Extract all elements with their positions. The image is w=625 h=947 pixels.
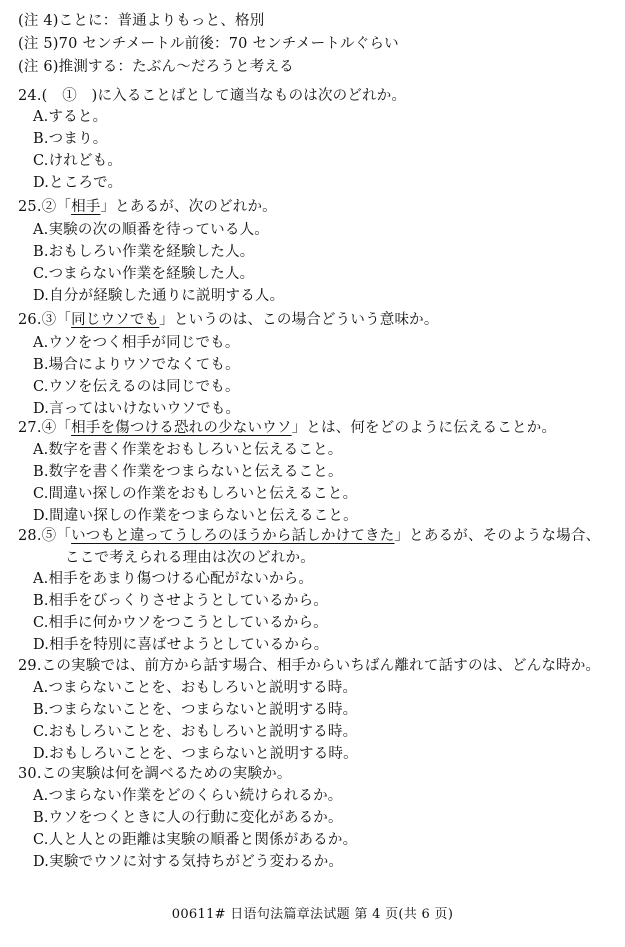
q27-option-a: A.数字を書く作業をおもしろいと伝えること。 (33, 442, 343, 458)
q25-underlined-quote: 相手 (71, 199, 101, 215)
note-4: (注 4)ことに：普通よりもっと、格別 (18, 13, 265, 29)
q30-option-a: A.つまらない作業をどのくらい続けられるか。 (33, 788, 343, 804)
q28-option-c: C.相手に何かウソをつこうとしているから。 (33, 615, 328, 631)
q29-option-b: B.つまらないことを、つまらないと説明する時。 (33, 702, 358, 718)
q29-option-a: A.つまらないことを、おもしろいと説明する時。 (33, 680, 358, 696)
q25-option-a: A.実験の次の順番を待っている人。 (33, 222, 269, 238)
q26-option-b: B.場合によりウソでなくても。 (33, 357, 240, 373)
q28-option-d: D.相手を特別に喜ばせようとしているから。 (33, 637, 329, 653)
question-28-stem (18, 526, 600, 546)
note-6: (注 6)推測する：たぶん～だろうと考える (18, 59, 294, 75)
q25-option-d: D.自分が経験した通りに説明する人。 (33, 288, 285, 304)
q26-stem-prefix: 26.③「 (18, 312, 72, 328)
q24-option-d: D.ところで。 (33, 175, 123, 191)
q24-option-a: A.すると。 (33, 109, 108, 125)
q24-option-b: B.つまり。 (33, 131, 108, 147)
q25-stem-prefix: 25.②「 (18, 199, 72, 215)
q27-option-b: B.数字を書く作業をつまらないと伝えること。 (33, 464, 343, 480)
q28-stem-prefix: 28.⑤「 (18, 528, 72, 544)
q28-underlined-quote: いつもと違ってうしろのほうから話しかけてきた (71, 528, 395, 544)
q27-stem-prefix: 27.④「 (18, 420, 72, 436)
q29-option-c: C.おもしろいことを、おもしろいと説明する時。 (33, 724, 358, 740)
q28-option-b: B.相手をびっくりさせようとしているから。 (33, 593, 328, 609)
q30-option-b: B.ウソをつくときに人の行動に変化があるか。 (33, 810, 343, 826)
question-24-stem: 24.( ① )に入ることばとして適当なものは次のどれか。 (18, 88, 407, 104)
q24-option-c: C.けれども。 (33, 153, 123, 169)
question-26-stem (18, 310, 439, 330)
q27-stem-suffix: 」とは、何をどのように伝えることか。 (291, 420, 557, 436)
question-29-stem: 29.この実験では、前方から話す場合、相手からいちばん離れて話すのは、どんな時か。 (18, 658, 601, 674)
q28-stem-continuation: ここで考えられる理由は次のどれか。 (65, 550, 315, 566)
q30-option-d: D.実験でウソに対する気持ちがどう変わるか。 (33, 854, 344, 870)
q25-option-b: B.おもしろい作業を経験した人。 (33, 244, 255, 260)
q25-stem-suffix: 」とあるが、次のどれか。 (100, 199, 277, 215)
q27-underlined-quote: 相手を傷つける恐れの少ないウソ (71, 420, 292, 436)
question-25-stem (18, 197, 277, 217)
q25-option-c: C.つまらない作業を経験した人。 (33, 266, 255, 282)
q30-option-c: C.人と人との距離は実験の順番と関係があるか。 (33, 832, 358, 848)
q26-option-c: C.ウソを伝えるのは同じでも。 (33, 379, 240, 395)
question-27-stem (18, 418, 556, 438)
page-footer: 00611# 日语句法篇章法试题 第 4 页(共 6 页) (171, 907, 454, 922)
note-5: (注 5)70 センチメートル前後：70 センチメートルぐらい (18, 36, 399, 52)
q26-option-d: D.言ってはいけないウソでも。 (33, 401, 241, 417)
q29-option-d: D.おもしろいことを、つまらないと説明する時。 (33, 746, 358, 762)
q28-option-a: A.相手をあまり傷つける心配がないから。 (33, 571, 314, 587)
q26-stem-suffix: 」というのは、この場合どういう意味か。 (159, 312, 439, 328)
q28-stem-suffix: 」とあるが、そのような場合、 (394, 528, 601, 544)
question-30-stem: 30.この実験は何を調べるための実験か。 (18, 766, 292, 782)
q26-underlined-quote: 同じウソでも (71, 312, 160, 328)
q26-option-a: A.ウソをつく相手が同じでも。 (33, 335, 240, 351)
q27-option-d: D.間違い探しの作業をつまらないと伝えること。 (33, 508, 358, 524)
q27-option-c: C.間違い探しの作業をおもしろいと伝えること。 (33, 486, 358, 502)
